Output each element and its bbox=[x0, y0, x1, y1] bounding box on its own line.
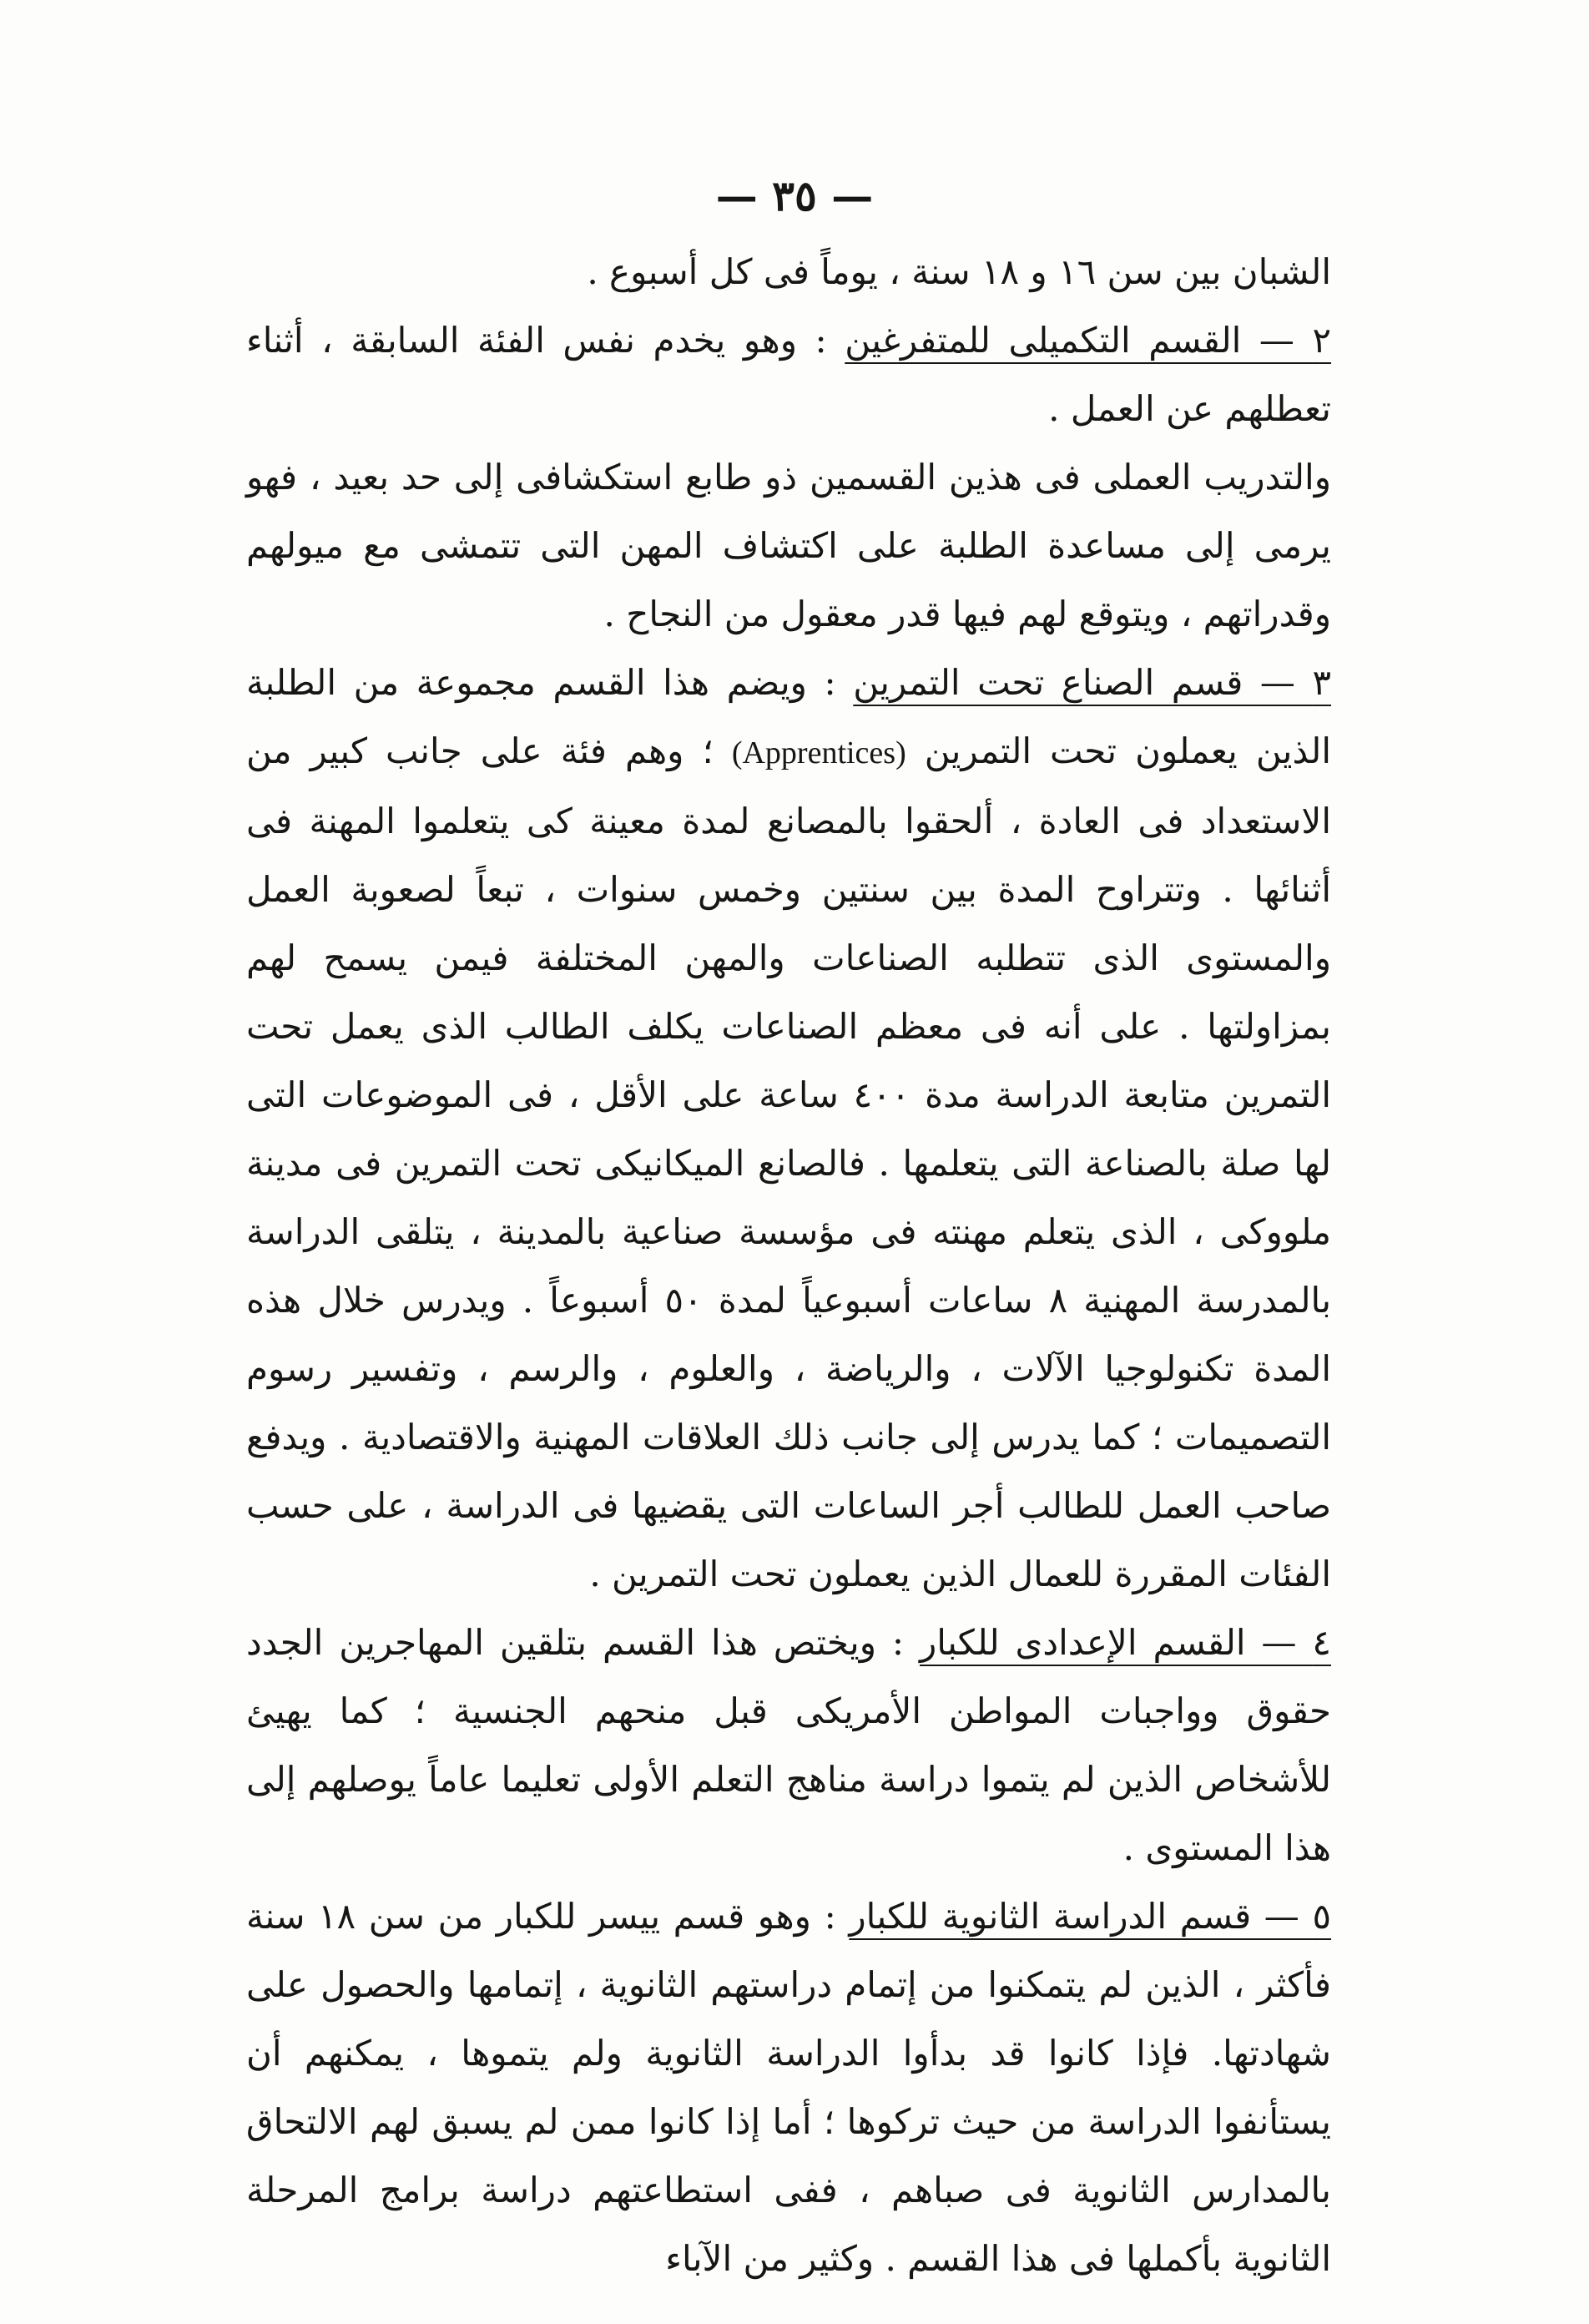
section-title: ٤ — القسم الإعدادى للكبار bbox=[919, 1622, 1331, 1663]
latin-term: (Apprentices) bbox=[731, 735, 906, 770]
section-title: ٣ — قسم الصناع تحت التمرين bbox=[853, 662, 1332, 703]
paragraph-section-4 bbox=[246, 1609, 1331, 1882]
section-title: ٢ — القسم التكميلى للمتفرغين bbox=[845, 320, 1332, 361]
paragraph-section-2 bbox=[246, 306, 1331, 443]
paragraph-text: والتدريب العملى فى هذين القسمين ذو طابع استكشافى إلى حد بعيد ، فهو يرمى إلى مساعدة الطلبة على اكتشاف المهن التى تتمشى مع ميولهم وقدراتهم ، ويتوقع لهم فيها قدر معقول من النجاح . bbox=[246, 457, 1331, 634]
paragraph-text: : وهو يخدم نفس الفئة السابقة ، أثناء تعطلهم عن العمل . bbox=[246, 320, 1331, 429]
paragraph-training bbox=[246, 443, 1331, 649]
paragraph-text: ؛ وهم فئة على جانب كبير من الاستعداد فى العادة ، ألحقوا بالمصانع لمدة معينة كى يتعلموا المهنة فى أثنائها . وتتراوح المدة بين سنتين وخمس سنوات ، تبعاً لصعوبة العمل والمستوى الذى تتطلبه الصناعات والمهن المختلفة فيمن يسمح لهم بمزاولتها . على أنه فى معظم الصناعات يكلف الطالب الذى يعمل تحت التمرين متابعة الدراسة مدة ٤٠٠ ساعة على الأقل ، فى الموضوعات التى لها صلة بالصناعة التى يتعلمها . فالصانع الميكانيكى تحت التمرين فى مدينة ملووكى ، الذى يتعلم مهنته فى مؤسسة صناعية بالمدينة ، يتلقى الدراسة بالمدرسة المهنية ٨ ساعات أسبوعياً لمدة ٥٠ أسبوعاً . ويدرس خلال هذه المدة تكنولوجيا الآلات ، والرياضة ، والعلوم ، والرسم ، وتفسير رسوم التصميمات ؛ كما يدرس إلى جانب ذلك العلاقات المهنية والاقتصادية . ويدفع صاحب العمل للطالب أجر الساعات التى يقضيها فى الدراسة ، على حسب الفئات المقررة للعمال الذين يعملون تحت التمرين . bbox=[246, 730, 1332, 1594]
paragraph-text: الشبان بين سن ١٦ و ١٨ سنة ، يوماً فى كل أسبوع . bbox=[587, 251, 1331, 292]
body-text bbox=[246, 238, 1331, 2293]
paragraph-text: : وهو قسم ييسر للكبار من سن ١٨ سنة فأكثر ، الذين لم يتمكنوا من إتمام دراستهم الثانوية ، إتمامها والحصول على شهادتها. فإذا كانوا قد بدأوا الدراسة الثانوية ولم يتموها ، يمكنهم أن يستأنفوا الدراسة من حيث تركوها ؛ أما إذا كانوا ممن لم يسبق لهم الالتحاق بالمدارس الثانوية فى صباهم ، ففى استطاعتهم دراسة برامج المرحلة الثانوية بأكملها فى هذا القسم . وكثير من الآباء bbox=[246, 1896, 1331, 2279]
paragraph-section-3 bbox=[246, 649, 1331, 1609]
paragraph-text: : ويختص هذا القسم بتلقين المهاجرين الجدد حقوق وواجبات المواطن الأمريكى قبل منحهم الجنسية ؛ كما يهيئ للأشخاص الذين لم يتموا دراسة مناهج التعلم الأولى تعليما عاماً يوصلهم إلى هذا المستوى . bbox=[246, 1622, 1331, 1868]
paragraph-text: : ويضم هذا القسم مجموعة من الطلبة الذين يعملون تحت التمرين bbox=[246, 662, 1331, 771]
page-number: — ٣٥ — bbox=[715, 171, 874, 220]
section-title: ٥ — قسم الدراسة الثانوية للكبار bbox=[849, 1896, 1332, 1937]
paragraph-continuation bbox=[246, 238, 1331, 306]
paragraph-section-5 bbox=[246, 1882, 1331, 2293]
